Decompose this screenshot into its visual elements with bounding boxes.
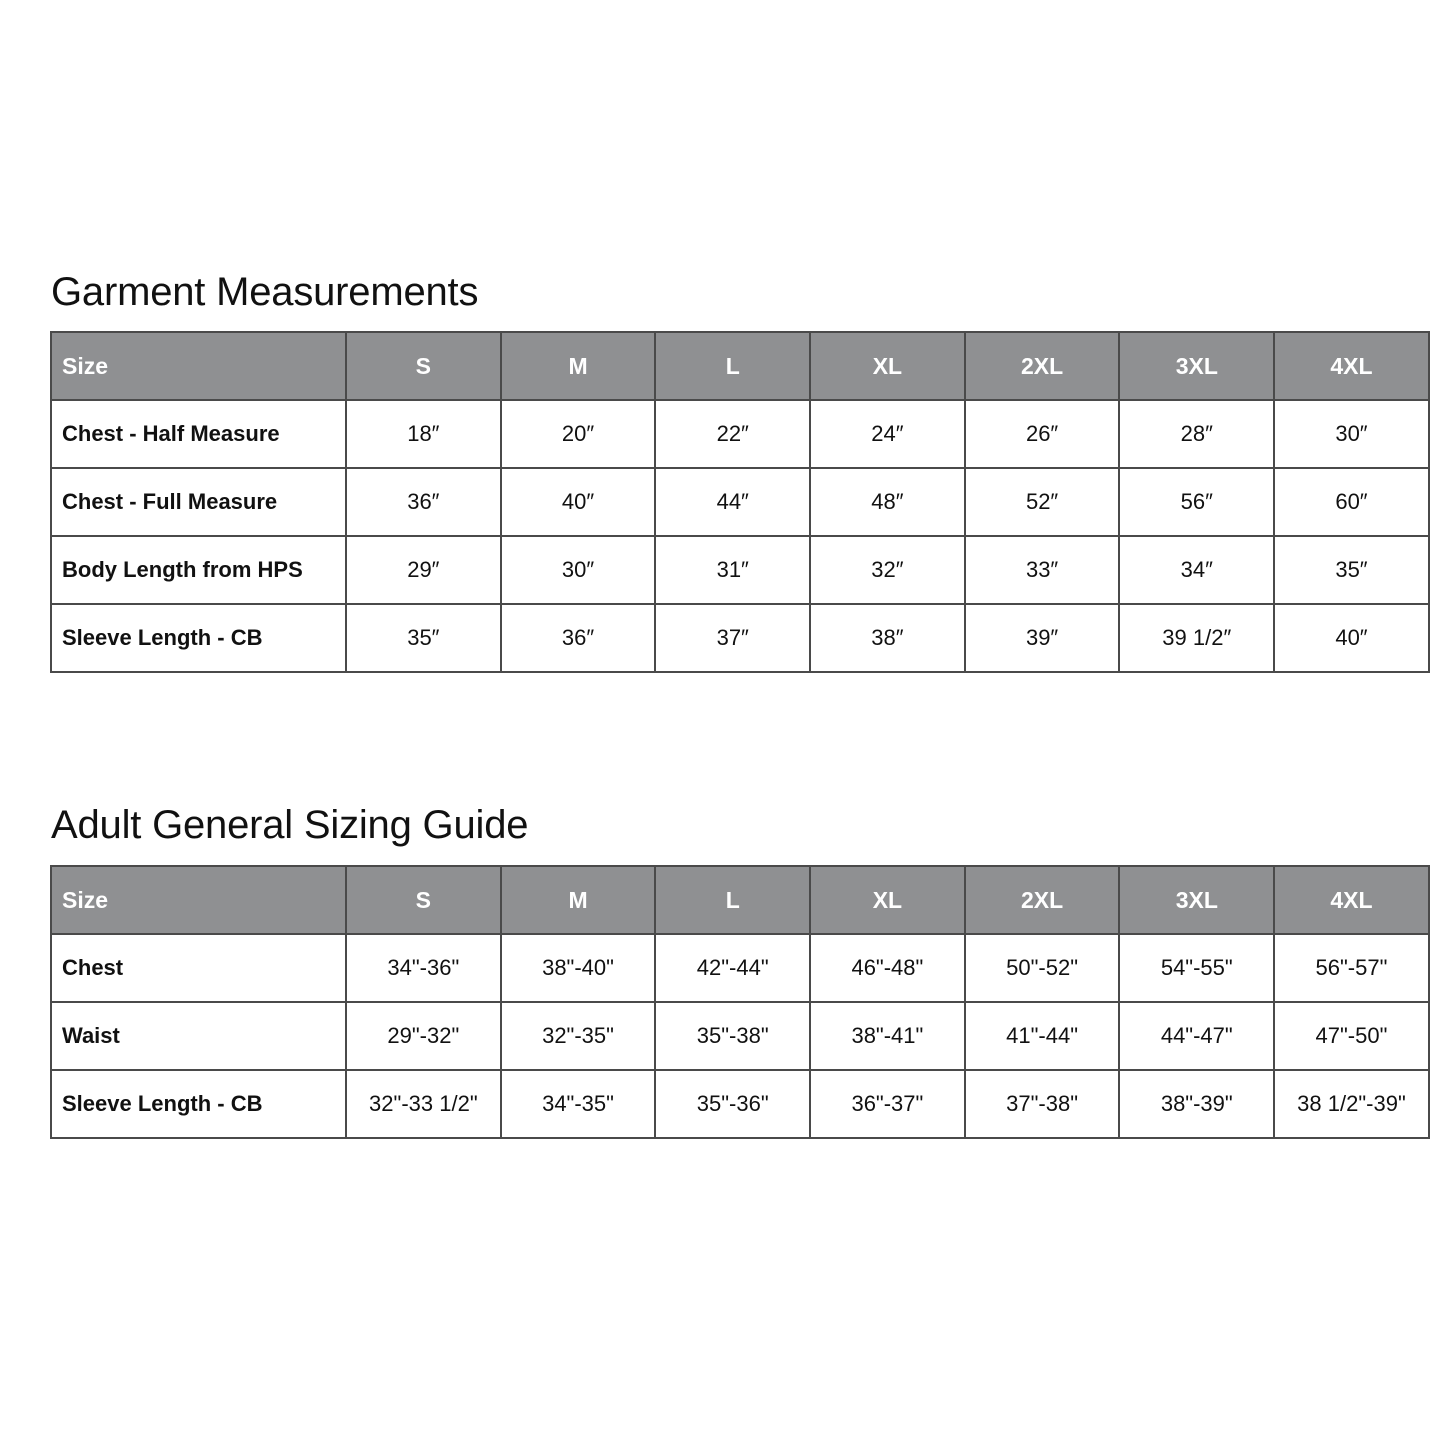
header-size-s: S (346, 332, 501, 400)
table-cell: 38"-39" (1119, 1070, 1274, 1138)
table-cell: 30″ (1274, 400, 1429, 468)
header-size-l: L (655, 332, 810, 400)
header-size-m: M (501, 866, 656, 934)
table-cell: 40″ (1274, 604, 1429, 672)
header-size-xl: XL (810, 332, 965, 400)
table-header-row (51, 866, 1429, 934)
row-label: Body Length from HPS (51, 536, 346, 604)
garment-measurements-title: Garment Measurements (51, 270, 479, 314)
row-label: Waist (51, 1002, 346, 1070)
table-cell: 29″ (346, 536, 501, 604)
header-size-l: L (655, 866, 810, 934)
table-cell: 28″ (1119, 400, 1274, 468)
table-cell: 50"-52" (965, 934, 1120, 1002)
table-cell: 30″ (501, 536, 656, 604)
table-cell: 39″ (965, 604, 1120, 672)
table-cell: 39 1/2″ (1119, 604, 1274, 672)
table-cell: 48″ (810, 468, 965, 536)
row-label: Chest - Half Measure (51, 400, 346, 468)
table-cell: 35″ (1274, 536, 1429, 604)
table-cell: 32"-33 1/2" (346, 1070, 501, 1138)
header-size-m: M (501, 332, 656, 400)
table-cell: 41"-44" (965, 1002, 1120, 1070)
table-row (51, 400, 1429, 468)
table-cell: 44"-47" (1119, 1002, 1274, 1070)
row-label: Sleeve Length - CB (51, 604, 346, 672)
table-cell: 56"-57" (1274, 934, 1429, 1002)
garment-measurements-table (50, 331, 1430, 673)
table-cell: 31″ (655, 536, 810, 604)
table-cell: 32″ (810, 536, 965, 604)
table-cell: 26″ (965, 400, 1120, 468)
header-size-3xl: 3XL (1119, 866, 1274, 934)
header-size-2xl: 2XL (965, 332, 1120, 400)
table-cell: 34"-36" (346, 934, 501, 1002)
table-cell: 54"-55" (1119, 934, 1274, 1002)
table-cell: 52″ (965, 468, 1120, 536)
table-cell: 44″ (655, 468, 810, 536)
header-size-4xl: 4XL (1274, 332, 1429, 400)
table-cell: 34"-35" (501, 1070, 656, 1138)
table-cell: 33″ (965, 536, 1120, 604)
table-cell: 20″ (501, 400, 656, 468)
table-row (51, 604, 1429, 672)
header-size-label: Size (51, 866, 346, 934)
table-cell: 36″ (346, 468, 501, 536)
table-row (51, 468, 1429, 536)
table-cell: 38"-40" (501, 934, 656, 1002)
table-cell: 35"-38" (655, 1002, 810, 1070)
table-cell: 60″ (1274, 468, 1429, 536)
table-cell: 34″ (1119, 536, 1274, 604)
header-size-2xl: 2XL (965, 866, 1120, 934)
table-cell: 37"-38" (965, 1070, 1120, 1138)
header-size-label: Size (51, 332, 346, 400)
adult-sizing-guide-title: Adult General Sizing Guide (51, 803, 529, 847)
table-row (51, 934, 1429, 1002)
table-cell: 38″ (810, 604, 965, 672)
row-label: Chest (51, 934, 346, 1002)
header-size-4xl: 4XL (1274, 866, 1429, 934)
table-cell: 18″ (346, 400, 501, 468)
table-header-row (51, 332, 1429, 400)
table-cell: 35"-36" (655, 1070, 810, 1138)
table-cell: 32"-35" (501, 1002, 656, 1070)
adult-sizing-guide-table (50, 865, 1430, 1139)
table-cell: 29"-32" (346, 1002, 501, 1070)
table-cell: 38"-41" (810, 1002, 965, 1070)
table-row (51, 1002, 1429, 1070)
header-size-s: S (346, 866, 501, 934)
table-cell: 35″ (346, 604, 501, 672)
table-cell: 46"-48" (810, 934, 965, 1002)
table-cell: 38 1/2"-39" (1274, 1070, 1429, 1138)
row-label: Sleeve Length - CB (51, 1070, 346, 1138)
table-row (51, 536, 1429, 604)
table-cell: 22″ (655, 400, 810, 468)
table-cell: 36″ (501, 604, 656, 672)
table-cell: 42"-44" (655, 934, 810, 1002)
row-label: Chest - Full Measure (51, 468, 346, 536)
table-cell: 37″ (655, 604, 810, 672)
header-size-3xl: 3XL (1119, 332, 1274, 400)
table-cell: 47"-50" (1274, 1002, 1429, 1070)
table-cell: 24″ (810, 400, 965, 468)
table-cell: 56″ (1119, 468, 1274, 536)
table-row (51, 1070, 1429, 1138)
table-cell: 40″ (501, 468, 656, 536)
header-size-xl: XL (810, 866, 965, 934)
table-cell: 36"-37" (810, 1070, 965, 1138)
